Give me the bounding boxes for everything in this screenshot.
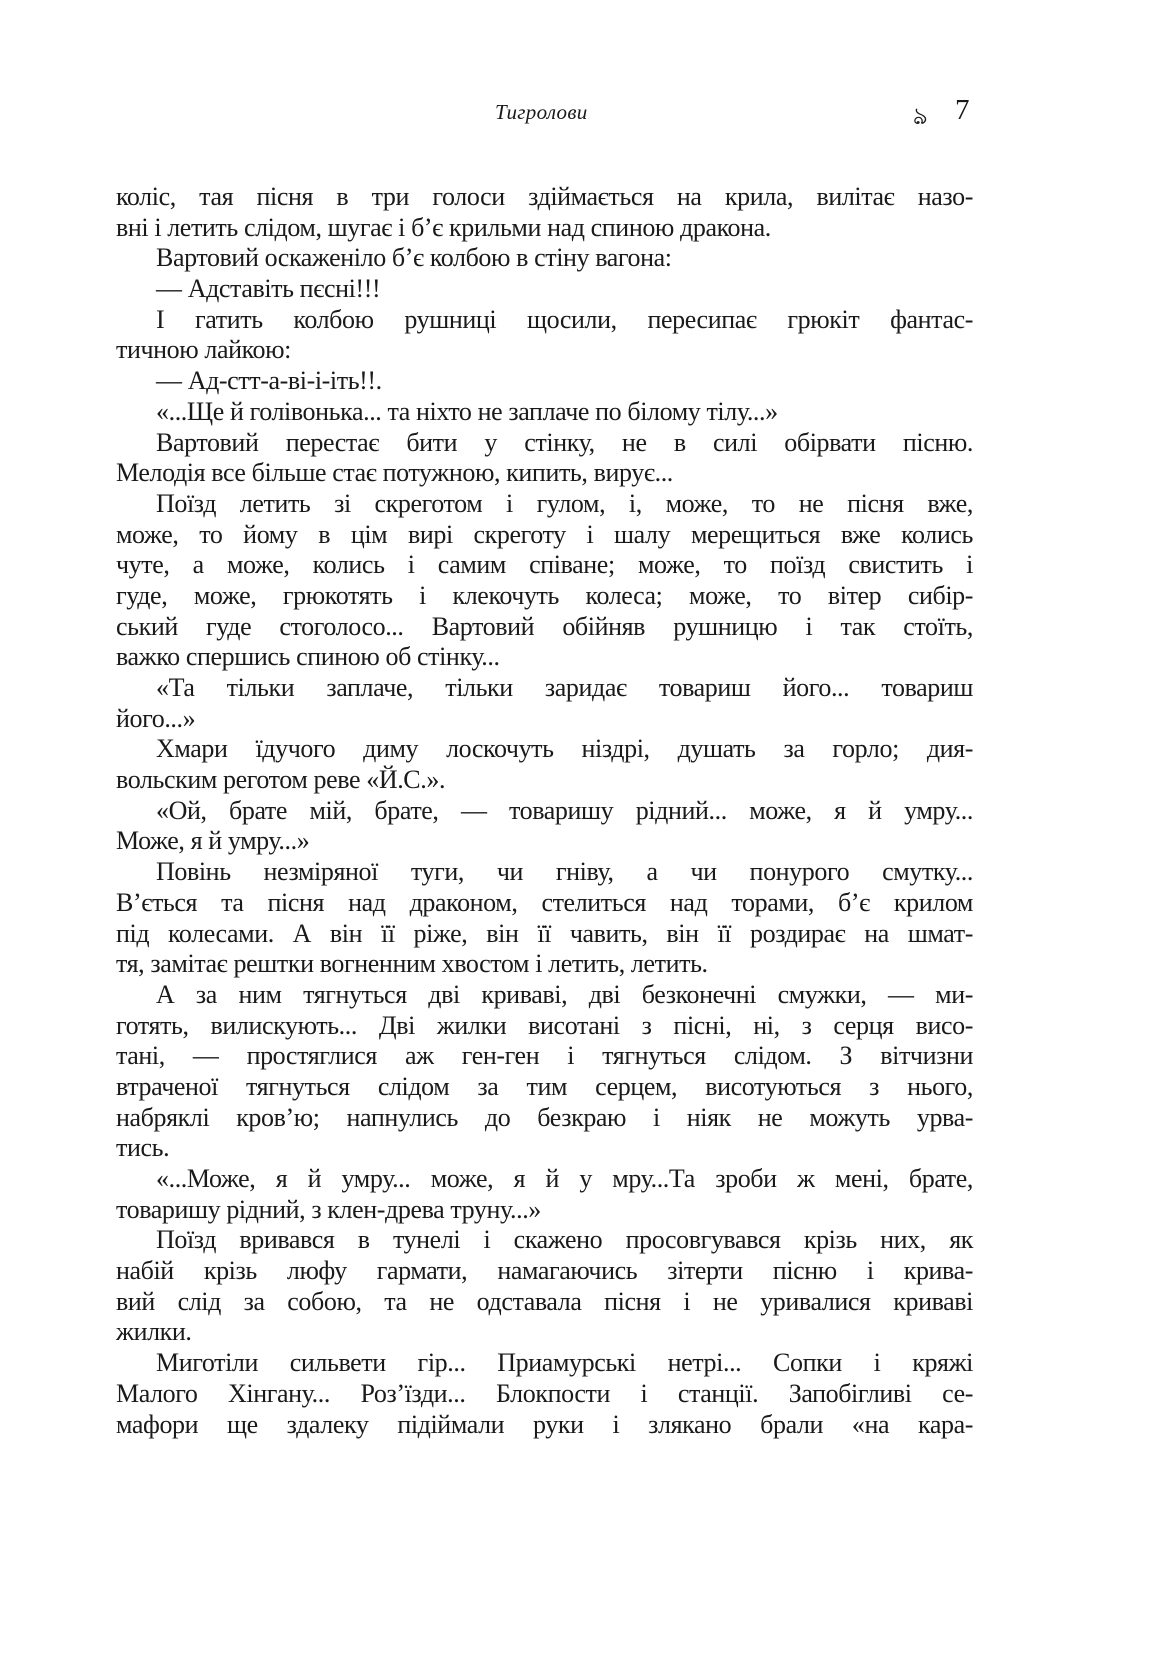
text-line: Малого Хінгану... Роз’їзди... Блокпости і станції. Запобігливі се- xyxy=(116,1378,973,1408)
text-line: тані, — простяглися аж ген-ген і тягнуться слідом. З вітчизни xyxy=(116,1041,973,1071)
text-line: вольским реготом реве «Й.С.». xyxy=(116,765,446,795)
text-line: чуте, а може, колись і самим співане; може, то поїзд свистить і xyxy=(116,550,973,580)
text-line: може, то йому в цім вирі скреготу і шалу мерещиться вже колись xyxy=(116,519,973,549)
text-line: тичною лайкою: xyxy=(116,335,291,365)
text-line: гуде, може, грюкотять і клекочуть колеса; може, то вітер сибір- xyxy=(116,580,973,610)
running-head xyxy=(0,94,1158,132)
text-line: — Адставіть пєсні!!! xyxy=(156,274,381,304)
text-line: жилки. xyxy=(116,1317,192,1347)
text-line: Вартовий перестає бити у стінку, не в силі обірвати пісню. xyxy=(156,427,973,457)
text-line: — Ад-стт-а-ві-і-іть!!. xyxy=(156,366,382,396)
text-line: Хмари їдучого диму лоскочуть ніздрі, душать за горло; дия- xyxy=(156,734,973,764)
text-line: товаришу рідний, з клен-древа труну...» xyxy=(116,1194,541,1224)
text-line: вні і летить слідом, шугає і б’є крильми над спиною дракона. xyxy=(116,212,771,242)
text-line: його...» xyxy=(116,703,196,733)
text-line: Поїзд вривався в тунелі і скажено просовгувався крізь них, як xyxy=(156,1225,973,1255)
text-line: коліс, тая пісня в три голоси здіймається на крила, вилітає назо- xyxy=(116,182,973,211)
text-line: Повінь незміряної туги, чи гніву, а чи понурого смутку... xyxy=(156,857,973,887)
text-line: втраченої тягнуться слідом за тим серцем, висотуються з нього, xyxy=(116,1071,973,1101)
text-line: готять, вилискують... Дві жилки висотані з пісні, ні, з серця висо- xyxy=(116,1010,973,1040)
text-line: А за ним тягнуться дві криваві, дві безконечні смужки, — ми- xyxy=(156,979,973,1009)
text-line: тись. xyxy=(116,1133,170,1163)
text-line: «...Може, я й умру... може, я й у мру...Та зроби ж мені, брате, xyxy=(156,1164,973,1193)
text-line: Вартовий оскаженіло б’є колбою в стіну вагона: xyxy=(156,243,672,273)
text-line: важко спершись спиною об стінку... xyxy=(116,642,500,672)
text-line: Поїзд летить зі скреготом і гулом, і, може, то не пісня вже, xyxy=(156,488,973,518)
text-line: «...Ще й голівонька... та ніхто не заплаче по білому тілу...» xyxy=(156,396,778,426)
body-text xyxy=(116,182,973,1440)
text-line: Може, я й умру...» xyxy=(116,826,310,856)
text-line: «Та тільки заплаче, тільки заридає товариш його... товариш xyxy=(156,673,973,702)
text-line: Миготіли сильвети гір... Приамурські нетрі... Сопки і кряжі xyxy=(156,1348,973,1378)
text-line: мафори ще здалеку підіймали руки і злякано брали «на кара- xyxy=(116,1409,973,1439)
text-line: В’ється та пісня над драконом, стелиться над торами, б’є крилом xyxy=(116,887,973,917)
text-line: Мелодія все більше стає потужною, кипить, вирує... xyxy=(116,458,673,488)
text-line: набряклі кров’ю; напнулись до безкраю і ніяк не можуть урва- xyxy=(116,1102,973,1132)
text-line: вий слід за собою, та не одставала пісня і не уривалися криваві xyxy=(116,1286,973,1316)
ornament-icon: ঌ xyxy=(913,104,928,130)
text-line: «Ой, брате мій, брате, — товаришу рідний... може, я й умру... xyxy=(156,795,973,825)
text-line: набій крізь люфу гармати, намагаючись зітерти пісню і крива- xyxy=(116,1256,973,1286)
page-number: 7 xyxy=(955,94,970,126)
text-line: під колесами. А він її ріже, він її чавить, він її роздирає на шмат- xyxy=(116,918,973,948)
text-line: тя, замітає рештки вогненним хвостом і летить, летить. xyxy=(116,949,708,979)
running-head-title: Тигролови xyxy=(495,100,588,124)
text-line: І гатить колбою рушниці щосили, пересипає грюкіт фантас- xyxy=(156,304,973,334)
text-line: ський гуде стоголосо... Вартовий обійняв рушницю і так стоїть, xyxy=(116,611,973,641)
